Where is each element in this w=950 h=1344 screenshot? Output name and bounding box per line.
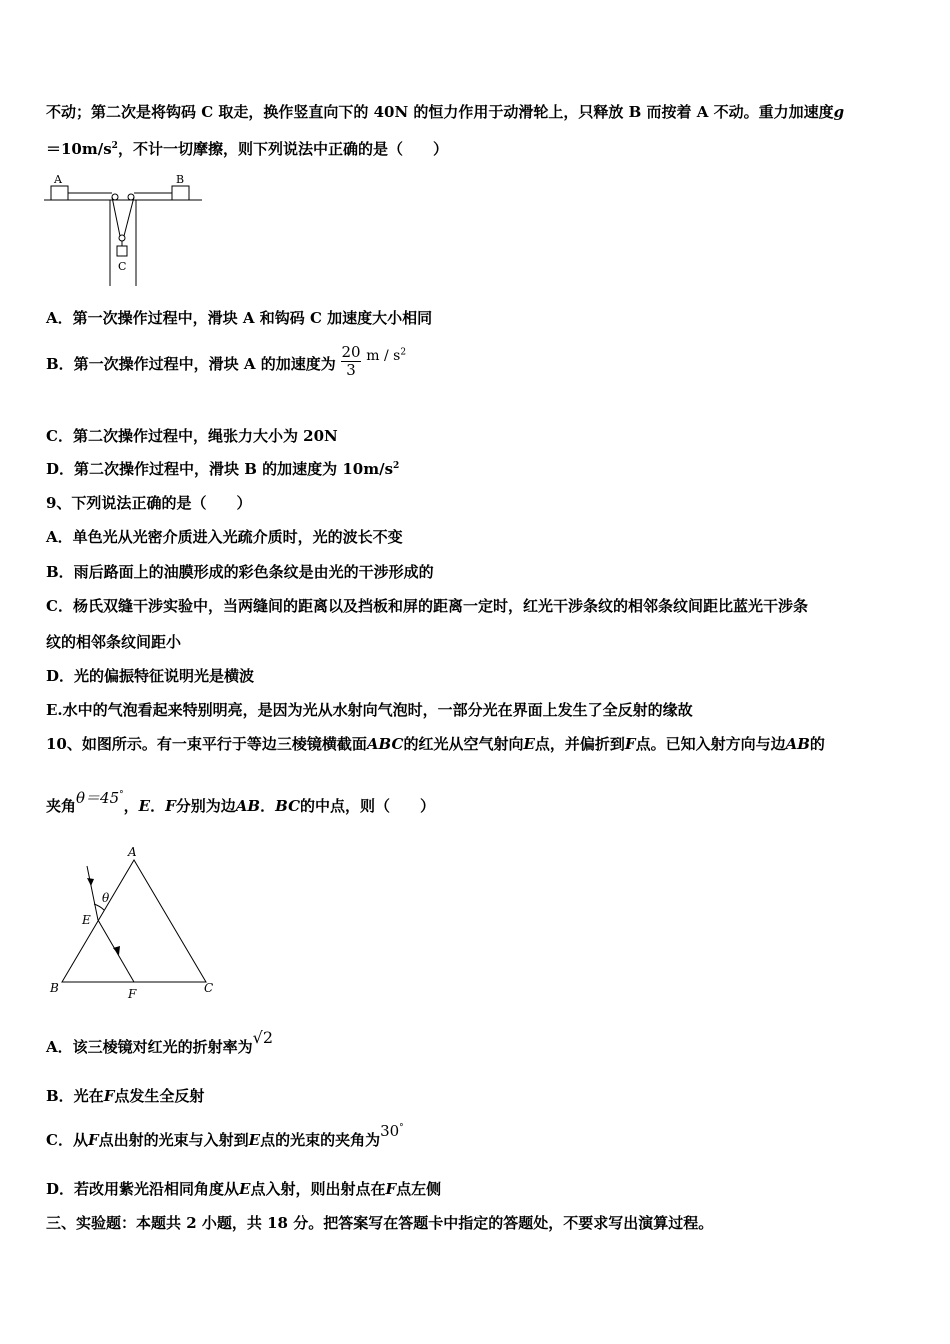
label-theta: θ	[102, 891, 110, 905]
label-a: A	[54, 173, 62, 186]
q10-stem-line1: 10、如图所示。有一束平行于等边三棱镜横截面ABC的红光从空气射向E点，并偏折到F点。已知入射方向与边AB的	[46, 735, 825, 753]
q8-option-a: A．第一次操作过程中，滑块 A 和钩码 C 加速度大小相同	[46, 309, 433, 327]
q9-option-d: D．光的偏振特征说明光是横波	[46, 667, 255, 685]
label-A: A	[128, 845, 137, 859]
incident-ray	[87, 866, 98, 920]
q9-option-e: E.水中的气泡看起来特别明亮，是因为光从水射向气泡时，一部分光在界面上发生了全反射的缘故	[46, 701, 693, 719]
q10-option-b: B．光在F点发生全反射	[46, 1087, 205, 1105]
q9-option-c-line1: C．杨氏双缝干涉实验中，当两缝间的距离以及挡板和屏的距离一定时，红光干涉条纹的相邻条纹间距比蓝光干涉条	[46, 597, 808, 615]
q10-option-a: A．该三棱镜对红光的折射率为√2	[46, 1028, 274, 1056]
section-3-heading: 三、实验题：本题共 2 小题，共 18 分。把答案写在答题卡中指定的答题处，不要求写出演算过程。	[46, 1214, 714, 1232]
q10-option-c: C．从F点出射的光束与入射到E点的光束的夹角为30°	[46, 1122, 404, 1149]
q9-option-b: B．雨后路面上的油膜形成的彩色条纹是由光的干涉形成的	[46, 563, 434, 581]
q8-option-d: D．第二次操作过程中，滑块 B 的加速度为 $10m/s^2$	[46, 460, 400, 478]
fraction-20-3: $\frac{20}{3}$	[341, 342, 361, 379]
label-B: B	[50, 981, 59, 995]
label-b: B	[176, 173, 185, 186]
label-C: C	[204, 981, 214, 995]
q9-option-c-line2: 纹的相邻条纹间距小	[46, 633, 182, 651]
q10-stem-line2: 夹角θ＝45°，E．F分别为边AB．BC的中点，则（ ）	[46, 789, 436, 815]
block-b	[172, 186, 189, 200]
q9-option-a: A．单色光从光密介质进入光疏介质时，光的波长不变	[46, 528, 403, 546]
hook-weight-c	[117, 246, 127, 256]
label-E: E	[82, 913, 91, 927]
label-F: F	[128, 987, 137, 1001]
q9-stem: 9、下列说法正确的是（ ）	[46, 494, 252, 512]
q8-stem-line2: $=10m/s^2$，不计一切摩擦，则下列说法中正确的是（ ）	[46, 140, 448, 158]
q10-prism-figure	[44, 842, 224, 1002]
block-a	[51, 186, 68, 200]
q8-option-c: C．第二次操作过程中，绳张力大小为 20N	[46, 427, 338, 445]
q10-option-d: D．若改用紫光沿相同角度从E点入射，则出射点在F点左侧	[46, 1180, 442, 1198]
label-c: C	[118, 260, 127, 273]
q8-pulley-figure	[44, 170, 204, 288]
q8-stem-line1: 不动；第二次是将钩码 C 取走，换作竖直向下的 40N 的恒力作用于动滑轮上，只释放 B 而按着 A 不动。重力加速度g	[46, 103, 845, 121]
q8-option-b: B．第一次操作过程中，滑块 A 的加速度为 $\frac{20}{3}$ m / $s^2$	[46, 342, 407, 379]
